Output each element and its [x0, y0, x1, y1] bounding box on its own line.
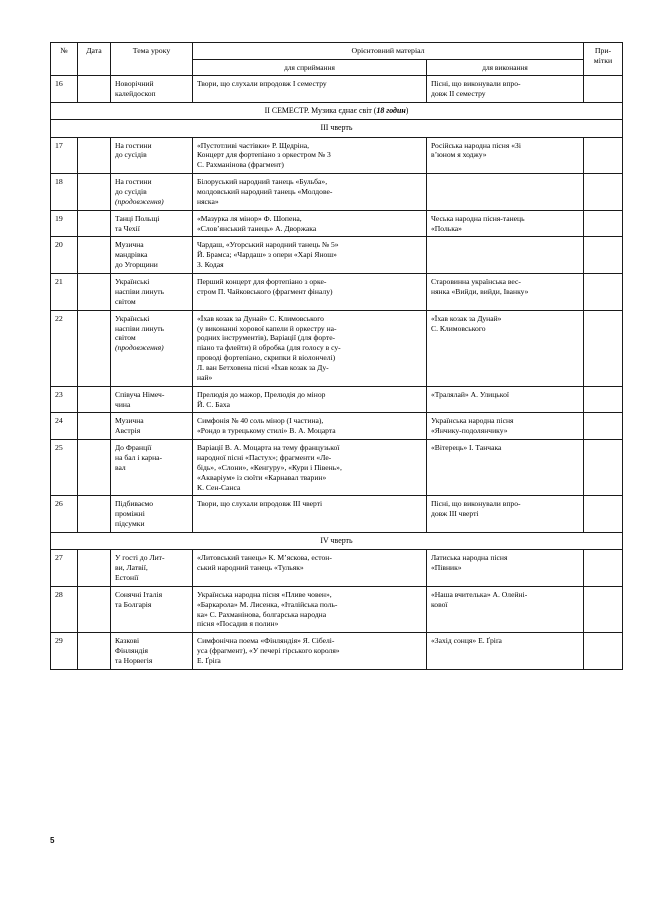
notes-cell — [584, 550, 623, 587]
page-number: 5 — [50, 836, 55, 845]
lesson-number-cell: 20 — [51, 237, 78, 274]
notes-cell — [584, 274, 623, 311]
lesson-number-cell: 18 — [51, 174, 78, 211]
material-for-perception-cell: Твори, що слухали впродовж III чверті — [193, 496, 427, 533]
notes-cell — [584, 174, 623, 211]
material-for-performance-cell: Пісні, що виконували впро- довж III чверті — [427, 496, 584, 533]
material-for-performance-cell: «Вітерець» I. Танчака — [427, 440, 584, 496]
notes-cell — [584, 496, 623, 533]
table-row — [51, 550, 623, 587]
lesson-date-cell — [78, 274, 111, 311]
table-section-banner-row — [51, 120, 623, 137]
lesson-date-cell — [78, 310, 111, 386]
material-for-performance-cell: Чеська народна пісня-танець «Полька» — [427, 210, 584, 237]
lesson-date-cell — [78, 550, 111, 587]
material-for-perception-cell: Варіації В. А. Моцарта на тему французької народної пісні «Пастух»; фрагменти «Ле- бідь», «Слони», «Кенгуру», «Кури і Півень», «Акваріум» із сюїти «Карнавал тварин» К. Сен-Санса — [193, 440, 427, 496]
lesson-number-cell: 22 — [51, 310, 78, 386]
notes-cell — [584, 440, 623, 496]
material-for-perception-cell: Білоруський народний танець «Бульба», молдовський народний танець «Молдове- няска» — [193, 174, 427, 211]
lesson-number-cell: 26 — [51, 496, 78, 533]
material-for-performance-cell: «Їхав козак за Дунай» С. Климовського — [427, 310, 584, 386]
lesson-date-cell — [78, 633, 111, 670]
lesson-topic-cell: Музична мандрівка до Угорщини — [111, 237, 193, 274]
table-row — [51, 413, 623, 440]
notes-cell — [584, 413, 623, 440]
lesson-topic-cell: До Франції на бал і карна- вал — [111, 440, 193, 496]
table-section-banner-row — [51, 103, 623, 120]
table-row — [51, 237, 623, 274]
notes-cell — [584, 586, 623, 632]
lesson-topic-cell: Сонячні Італія та Болгарія — [111, 586, 193, 632]
lesson-number-cell: 17 — [51, 137, 78, 174]
lesson-topic-cell: Українські наспіви линуть світом — [111, 274, 193, 311]
notes-cell — [584, 137, 623, 174]
lesson-number-cell: 16 — [51, 76, 78, 103]
material-for-performance-cell — [427, 174, 584, 211]
column-header-for-performance: для виконання — [427, 59, 584, 76]
material-for-perception-cell: Українська народна пісня «Пливе човен», «Баркарола» М. Лисенка, «Італійська поль- ка» С. Рахманінова, болгарська народна пісня «Посадив я полин» — [193, 586, 427, 632]
column-header-date: Дата — [78, 43, 111, 76]
column-header-approximate-material: Орієнтовний матеріал — [193, 43, 584, 60]
section-banner: II СЕМЕСТР. Музика єднає світ (18 годин) — [51, 103, 623, 120]
lesson-date-cell — [78, 440, 111, 496]
table-row — [51, 586, 623, 632]
notes-cell — [584, 310, 623, 386]
notes-cell — [584, 633, 623, 670]
material-for-performance-cell — [427, 237, 584, 274]
material-for-perception-cell: «Пустотливі частівки» Р. Щедріна, Концерт для фортепіано з оркестром № 3 С. Рахманінова (фрагмент) — [193, 137, 427, 174]
table-row — [51, 386, 623, 413]
material-for-perception-cell: Перший концерт для фортепіано з орке- стром П. Чайковського (фрагмент фіналу) — [193, 274, 427, 311]
lesson-topic-cell: Музична Австрія — [111, 413, 193, 440]
lesson-date-cell — [78, 76, 111, 103]
lesson-number-cell: 19 — [51, 210, 78, 237]
table-row — [51, 274, 623, 311]
lesson-date-cell — [78, 210, 111, 237]
material-for-performance-cell: «Захід сонця» Е. Ґріґа — [427, 633, 584, 670]
section-banner: IV чверть — [51, 532, 623, 549]
material-for-performance-cell: «Тралялай» А. Улицької — [427, 386, 584, 413]
lesson-topic-cell: На гостини до сусідів (продовження) — [111, 174, 193, 211]
column-header-notes: При- мітки — [584, 43, 623, 76]
material-for-perception-cell: «Їхав козак за Дунай» С. Климовського (у виконанні хорової капели й оркестру на- родних інструментів), Варіації (для форте- піано та флейти) й обробка (для голосу в су- проводі фортепіано, скрипки й віолончелі) Л. ван Бетховена пісні «Їхав козак за Ду- най» — [193, 310, 427, 386]
material-for-perception-cell: Прелюдія до мажор, Прелюдія до мінор Й. С. Баха — [193, 386, 427, 413]
lesson-date-cell — [78, 586, 111, 632]
curriculum-table — [50, 42, 623, 670]
lesson-number-cell: 27 — [51, 550, 78, 587]
material-for-perception-cell: Чардаш, «Угорський народний танець № 5» Й. Брамса; «Чардаш» з опери «Харі Янош» З. Кодая — [193, 237, 427, 274]
lesson-number-cell: 28 — [51, 586, 78, 632]
lesson-number-cell: 23 — [51, 386, 78, 413]
notes-cell — [584, 76, 623, 103]
table-section-banner-row — [51, 532, 623, 549]
lesson-date-cell — [78, 386, 111, 413]
curriculum-table-wrapper — [50, 42, 622, 670]
lesson-date-cell — [78, 237, 111, 274]
lesson-number-cell: 25 — [51, 440, 78, 496]
lesson-topic-cell: Танці Польщі та Чехії — [111, 210, 193, 237]
table-row — [51, 633, 623, 670]
lesson-date-cell — [78, 174, 111, 211]
column-header-for-perception: для сприймання — [193, 59, 427, 76]
table-row — [51, 440, 623, 496]
notes-cell — [584, 386, 623, 413]
material-for-performance-cell: «Наша вчителька» А. Олейні- кової — [427, 586, 584, 632]
lesson-topic-cell: Новорічний калейдоскоп — [111, 76, 193, 103]
table-row — [51, 496, 623, 533]
lesson-date-cell — [78, 137, 111, 174]
table-row — [51, 76, 623, 103]
lesson-topic-cell: Підбиваємо проміжні підсумки — [111, 496, 193, 533]
column-header-number: № — [51, 43, 78, 76]
lesson-topic-cell: У гості до Лит- ви, Латвії, Естонії — [111, 550, 193, 587]
lesson-number-cell: 21 — [51, 274, 78, 311]
lesson-date-cell — [78, 496, 111, 533]
table-row — [51, 210, 623, 237]
notes-cell — [584, 210, 623, 237]
table-row — [51, 310, 623, 386]
material-for-perception-cell: «Литовський танець» К. М’яскова, естон- ський народний танець «Тульяк» — [193, 550, 427, 587]
material-for-perception-cell: Симфонія № 40 соль мінор (I частина), «Рондо в турецькому стилі» В. А. Моцарта — [193, 413, 427, 440]
lesson-topic-cell: Казкові Фінляндія та Норвегія — [111, 633, 193, 670]
table-row — [51, 137, 623, 174]
column-header-lesson-topic: Тема уроку — [111, 43, 193, 76]
lesson-date-cell — [78, 413, 111, 440]
lesson-number-cell: 29 — [51, 633, 78, 670]
material-for-performance-cell: Латиська народна пісня «Півник» — [427, 550, 584, 587]
material-for-performance-cell: Старовинна українська вес- нянка «Вийди, вийди, Іванку» — [427, 274, 584, 311]
material-for-perception-cell: Симфонічна поема «Фінляндія» Я. Сібелі- уса (фрагмент), «У печері гірського короля» Е. Ґріґа — [193, 633, 427, 670]
table-row — [51, 174, 623, 211]
material-for-perception-cell: «Мазурка ля мінор» Ф. Шопена, «Слов’янський танець» А. Дворжака — [193, 210, 427, 237]
lesson-topic-cell: Українські наспіви линуть світом (продовження) — [111, 310, 193, 386]
material-for-performance-cell: Пісні, що виконували впро- довж II семестру — [427, 76, 584, 103]
section-banner: III чверть — [51, 120, 623, 137]
material-for-performance-cell: Українська народна пісня «Янчику-подолянчику» — [427, 413, 584, 440]
lesson-topic-cell: На гостини до сусідів — [111, 137, 193, 174]
lesson-topic-cell: Співуча Німеч- чина — [111, 386, 193, 413]
notes-cell — [584, 237, 623, 274]
material-for-performance-cell: Російська народна пісня «Зі в’юном я ходжу» — [427, 137, 584, 174]
material-for-perception-cell: Твори, що слухали впродовж I семестру — [193, 76, 427, 103]
table-header-row-primary — [51, 43, 623, 60]
lesson-number-cell: 24 — [51, 413, 78, 440]
